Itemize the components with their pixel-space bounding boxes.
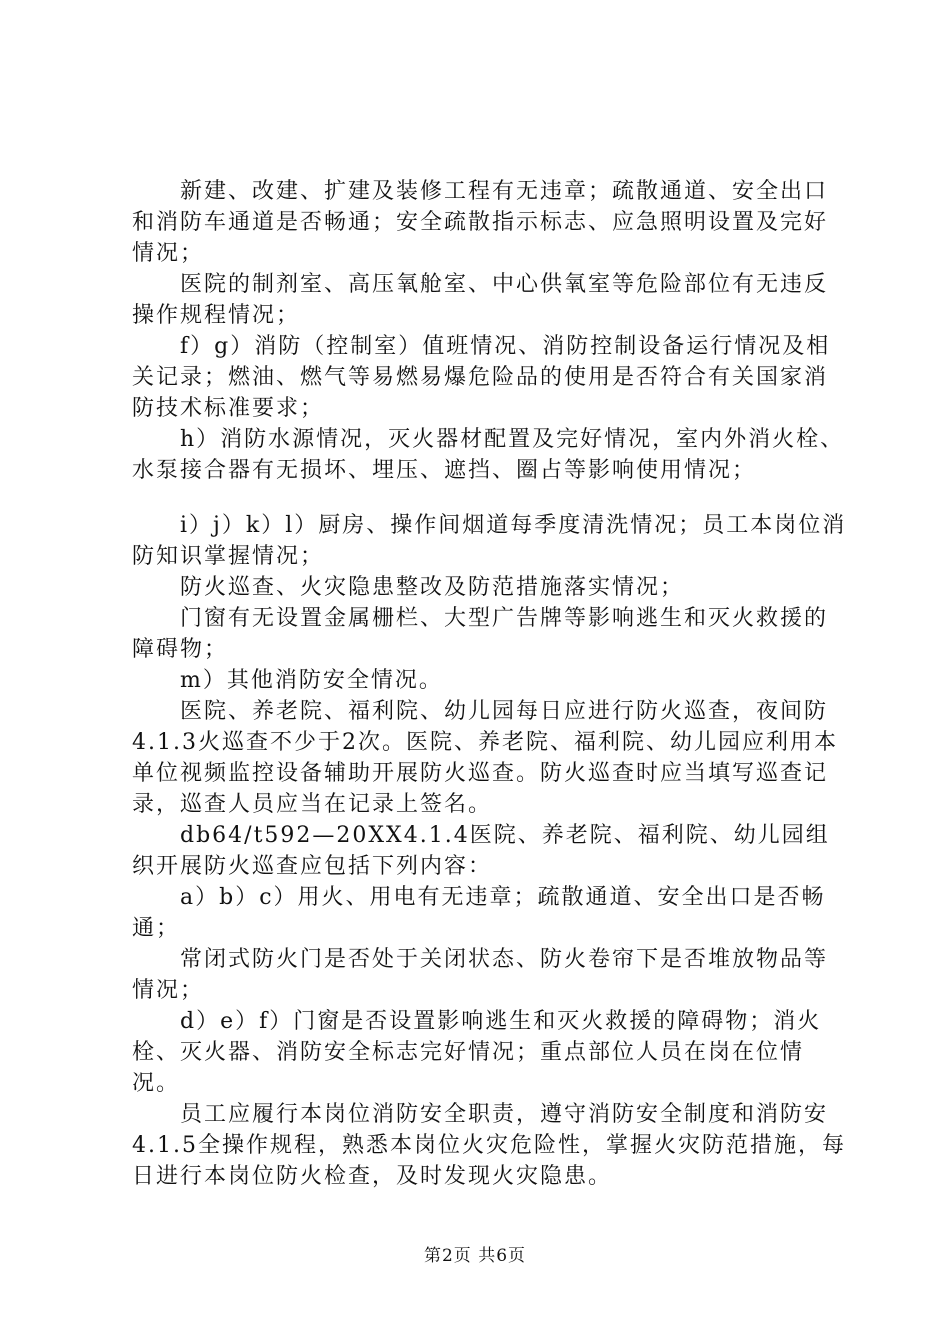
paragraph: 医院、养老院、福利院、幼儿园每日应进行防火巡查，夜间防4.1.3火巡查不少于2次。医院、养老院、福利院、幼儿园应利用本单位视频监控设备辅助开展防火巡查。防火巡查时应当填写巡查记录，巡查人员应当在记录上签名。 bbox=[132, 699, 838, 817]
paragraph: 新建、改建、扩建及装修工程有无违章；疏散通道、安全出口和消防车通道是否畅通；安全疏散指示标志、应急照明设置及完好情况； bbox=[132, 179, 829, 266]
paragraph: h）消防水源情况，灭火器材配置及完好情况，室内外消火栓、水泵接合器有无损坏、埋压、遮挡、圈占等影响使用情况； bbox=[132, 427, 845, 483]
paragraph: a）b）c）用火、用电有无违章；疏散通道、安全出口是否畅通； bbox=[132, 885, 826, 941]
paragraph: d）e）f）门窗是否设置影响逃生和灭火救援的障碍物；消火栓、灭火器、消防安全标志完好情况；重点部位人员在岗在位情况。 bbox=[132, 1009, 822, 1096]
page-number-footer: 第2页 共6页 bbox=[423, 1246, 527, 1266]
paragraph: 防火巡查、火灾隐患整改及防范措施落实情况； bbox=[180, 575, 685, 600]
paragraph: f）g）消防（控制室）值班情况、消防控制设备运行情况及相关记录；燃油、燃气等易燃易爆危险品的使用是否符合有关国家消防技术标准要求； bbox=[132, 334, 831, 421]
paragraph: 医院的制剂室、高压氧舱室、中心供氧室等危险部位有无违反操作规程情况； bbox=[132, 272, 829, 328]
paragraph: i）j）k）l）厨房、操作间烟道每季度清洗情况；员工本岗位消防知识掌握情况； bbox=[132, 513, 847, 569]
document-body bbox=[132, 176, 847, 1192]
paragraph: m）其他消防安全情况。 bbox=[180, 668, 443, 693]
paragraph: 门窗有无设置金属栅栏、大型广告牌等影响逃生和灭火救援的障碍物； bbox=[132, 606, 829, 662]
paragraph: 常闭式防火门是否处于关闭状态、防火卷帘下是否堆放物品等情况； bbox=[132, 947, 829, 1003]
paragraph: 员工应履行本岗位消防安全职责，遵守消防安全制度和消防安4.1.5全操作规程，熟悉本岗位火灾危险性，掌握火灾防范措施，每日进行本岗位防火检查，及时发现火灾隐患。 bbox=[132, 1102, 846, 1189]
paragraph: db64/t592—20XX4.1.4医院、养老院、福利院、幼儿园组织开展防火巡查应包括下列内容： bbox=[132, 823, 830, 879]
